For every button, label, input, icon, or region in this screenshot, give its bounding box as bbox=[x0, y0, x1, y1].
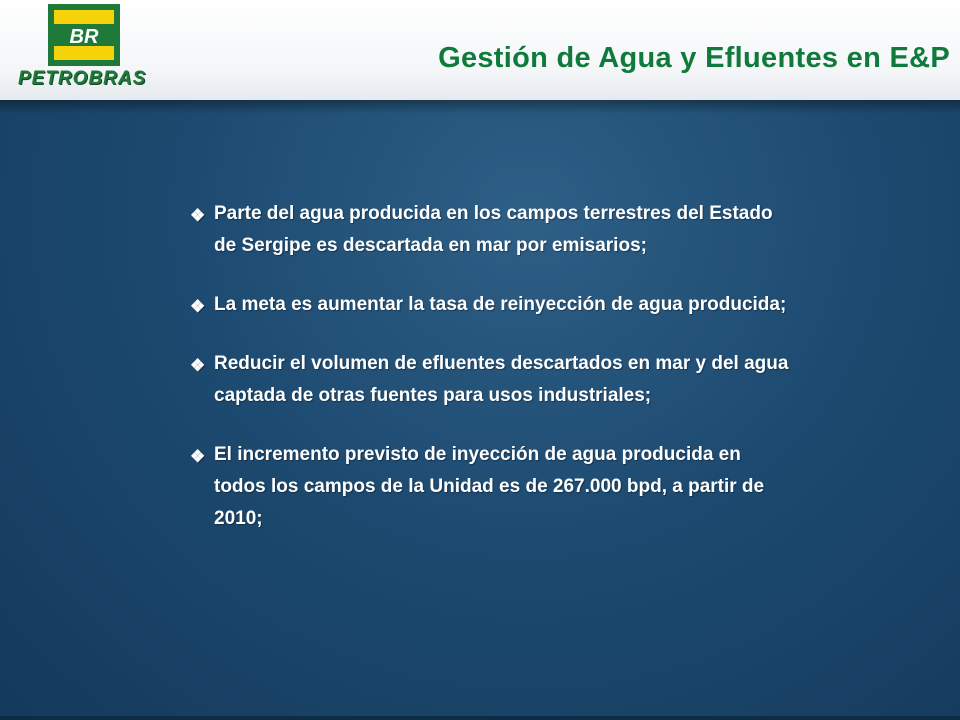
bullet-list bbox=[190, 198, 790, 535]
petrobras-logo bbox=[48, 4, 120, 66]
list-item bbox=[190, 439, 790, 535]
header-bar bbox=[0, 0, 960, 100]
footer-line bbox=[0, 716, 960, 720]
bullet-text: Reducir el volumen de efluentes descartados en mar y del agua captada de otras fuentes para usos industriales; bbox=[214, 353, 789, 406]
list-item bbox=[190, 348, 790, 412]
list-item bbox=[190, 198, 790, 262]
diamond-bullet-icon: ❖ bbox=[190, 356, 206, 375]
brand-name: PETROBRAS bbox=[18, 68, 147, 89]
diamond-bullet-icon: ❖ bbox=[190, 297, 206, 316]
page-title: Gestión de Agua y Efluentes en E&P bbox=[438, 42, 950, 74]
diamond-bullet-icon: ❖ bbox=[190, 206, 206, 225]
bullet-text: La meta es aumentar la tasa de reinyección de agua producida; bbox=[214, 294, 787, 315]
logo-text: BR bbox=[69, 26, 99, 48]
header-shadow bbox=[0, 100, 960, 114]
diamond-bullet-icon: ❖ bbox=[190, 447, 206, 466]
bullet-text: Parte del agua producida en los campos terrestres del Estado de Sergipe es descartada en mar por emisarios; bbox=[214, 203, 773, 256]
bullet-text: El incremento previsto de inyección de agua producida en todos los campos de la Unidad es de 267.000 bpd, a partir de 2010; bbox=[214, 444, 765, 529]
list-item bbox=[190, 289, 790, 321]
br-logo-icon bbox=[48, 4, 120, 66]
